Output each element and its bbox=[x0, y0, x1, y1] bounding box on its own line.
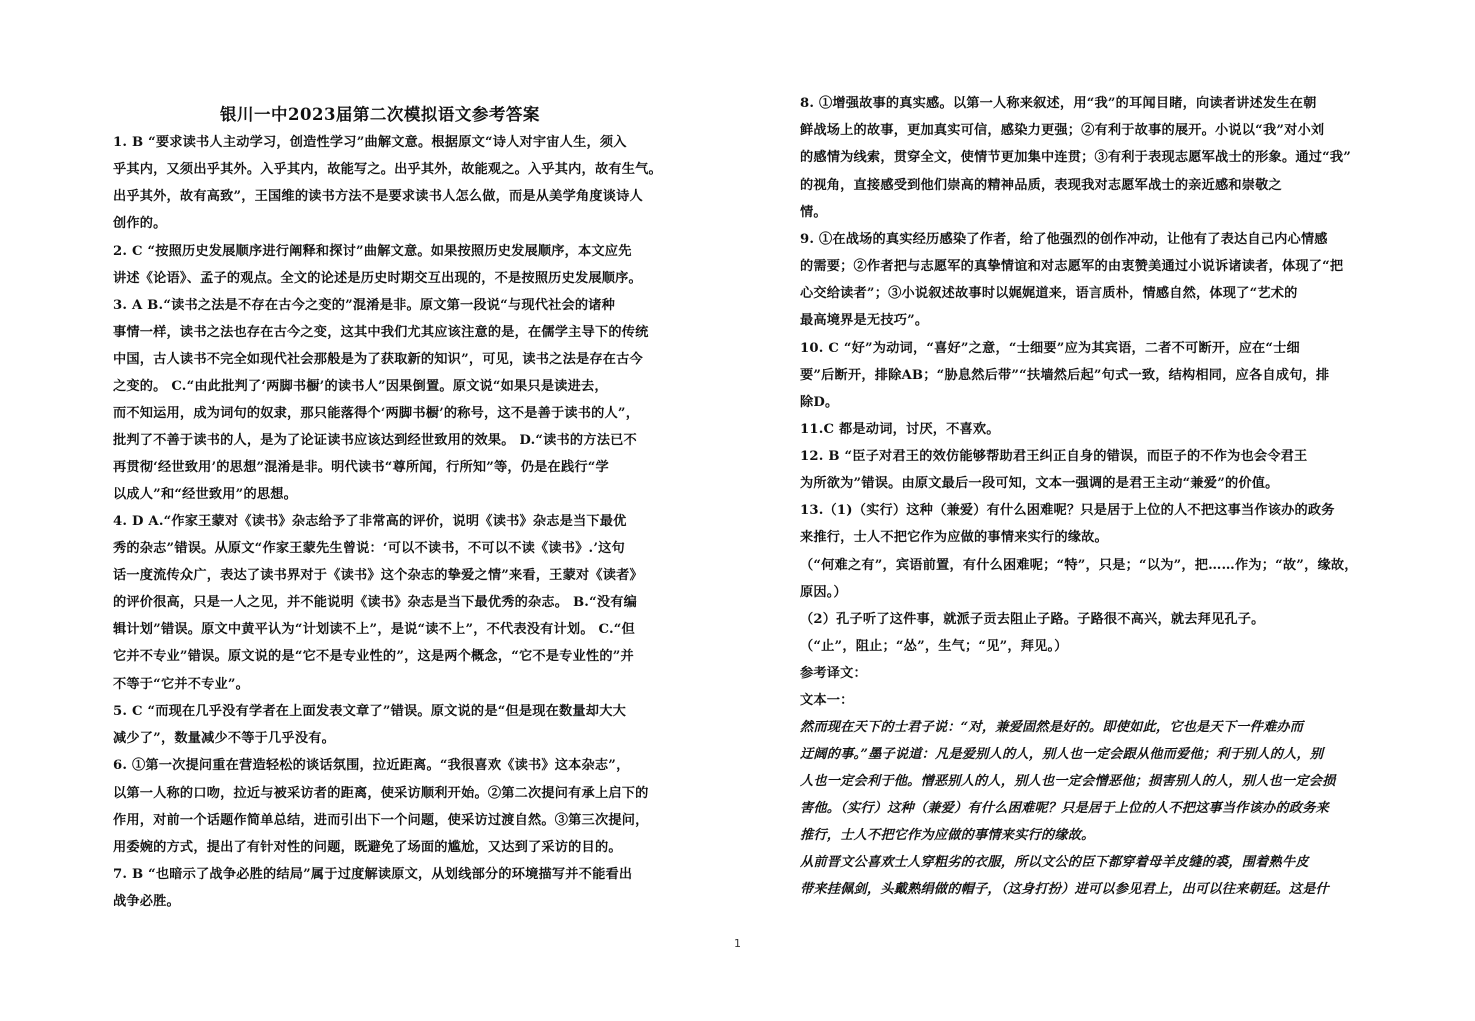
answer-line: 的需要；②作者把与志愿军的真挚情谊和对志愿军的由衷赞美通过小说诉诸读者，体现了“把 bbox=[800, 259, 1344, 274]
answer-line: 心交给读者”；③小说叙述故事时以娓娓道来，语言质朴，情感自然，体现了“艺术的 bbox=[800, 286, 1298, 301]
answer-line: 除D。 bbox=[800, 395, 839, 410]
translation-line: 迂阔的事。”墨子说道：凡是爱别人的人，别人也一定会跟从他而爱他；利于别人的人，别 bbox=[800, 747, 1324, 762]
answer-line: （“止”，阻止；“怂”，生气；“见”，拜见。） bbox=[800, 639, 1068, 654]
answer-line: 战争必胜。 bbox=[113, 894, 180, 909]
answer-line: 来推行，士人不把它作为应做的事情来实行的缘故。 bbox=[800, 530, 1108, 545]
answer-line: 减少了”，数量减少不等于几乎没有。 bbox=[113, 731, 335, 746]
answer-line: 辑计划”错误。原文中黄平认为“计划读不上”，是说“读不上”，不代表没有计划。 C.“但 bbox=[113, 622, 635, 637]
translation-line: 从前晋文公喜欢士人穿粗劣的衣服，所以文公的臣下都穿着母羊皮缝的裘，围着熟牛皮 bbox=[800, 855, 1309, 870]
answer-line: 的评价很高，只是一人之见，并不能说明《读书》杂志是当下最优秀的杂志。 B.“没有编 bbox=[113, 595, 638, 610]
answer-line: 要”后断开，排除AB；“胁息然后带”“扶墙然后起”句式一致，结构相同，应各自成句，排 bbox=[800, 368, 1330, 383]
answer-line: 中国，古人读书不完全如现代社会那般是为了获取新的知识”，可见，读书之法是存在古今 bbox=[113, 352, 643, 367]
answer-line: 4. D A.“作家王蒙对《读书》杂志给予了非常高的评价，说明《读书》杂志是当下最优 bbox=[113, 514, 627, 529]
translation-line: 人也一定会利于他。憎恶别人的人，别人也一定会憎恶他；损害别人的人，别人也一定会损 bbox=[800, 774, 1336, 789]
answer-line: （2）孔子听了这件事，就派子贡去阻止子路。子路很不高兴，就去拜见孔子。 bbox=[800, 612, 1265, 627]
translation-line: 害他。（实行）这种（兼爱）有什么困难呢？只是居于上位的人不把这事当作该办的政务来 bbox=[800, 801, 1329, 816]
answer-line: 以成人”和“经世致用”的思想。 bbox=[113, 487, 298, 502]
answer-line: 11.C 都是动词，讨厌，不喜欢。 bbox=[800, 422, 1000, 437]
answer-line: 6. ①第一次提问重在营造轻松的谈话氛围，拉近距离。“我很喜欢《读书》这本杂志”， bbox=[113, 758, 630, 773]
answer-line: 情。 bbox=[800, 205, 827, 220]
answer-line: 5. C “而现在几乎没有学者在上面发表文章了”错误。原文说的是“但是现在数量却大大 bbox=[113, 704, 626, 719]
answer-line: 不等于“它并不专业”。 bbox=[113, 677, 250, 692]
answer-line: （“何难之有”，宾语前置，有什么困难呢；“特”，只是；“以为”，把……作为；“故”，缘故， bbox=[800, 558, 1358, 573]
answer-line: 文本一： bbox=[800, 693, 854, 708]
answer-line: 事情一样，读书之法也存在古今之变，这其中我们尤其应该注意的是，在儒学主导下的传统 bbox=[113, 325, 649, 340]
answer-line: 批判了不善于读书的人，是为了论证读书应该达到经世致用的效果。 D.“读书的方法已不 bbox=[113, 433, 637, 448]
page-number: 1 bbox=[734, 937, 741, 950]
answer-line: 作用，对前一个话题作简单总结，进而引出下一个问题，使采访过渡自然。③第三次提问， bbox=[113, 813, 649, 828]
answer-line: 原因。） bbox=[800, 585, 847, 600]
answer-line: 为所欲为”错误。由原文最后一段可知，文本一强调的是君王主动“兼爱”的价值。 bbox=[800, 476, 1279, 491]
answer-line: 7. B “也暗示了战争必胜的结局”属于过度解读原文，从划线部分的环境描写并不能看出 bbox=[113, 867, 633, 882]
answer-line: 用委婉的方式，提出了有针对性的问题，既避免了场面的尴尬，又达到了采访的目的。 bbox=[113, 840, 622, 855]
answer-line: 它并不专业”错误。原文说的是“它不是专业性的”，这是两个概念，“它不是专业性的”并 bbox=[113, 649, 634, 664]
answer-line: 鲜战场上的故事，更加真实可信，感染力更强；②有利于故事的展开。小说以“我”对小刘 bbox=[800, 123, 1325, 138]
answer-line: 12. B “臣子对君王的效仿能够帮助君王纠正自身的错误，而臣子的不作为也会令君王 bbox=[800, 449, 1308, 464]
answer-line: 的感情为线索，贯穿全文，使情节更加集中连贯；③有利于表现志愿军战士的形象。通过“我” bbox=[800, 150, 1352, 165]
answer-line: 再贯彻‘经世致用’的思想”混淆是非。明代读书“尊所闻，行所知”等，仍是在践行“学 bbox=[113, 460, 609, 475]
translation-line: 带来挂佩剑，头戴熟绢做的帽子，（这身打扮）进可以参见君上，出可以往来朝廷。这是什 bbox=[800, 882, 1329, 897]
answer-line: 以第一人称的口吻，拉近与被采访者的距离，使采访顺利开始。②第二次提问有承上启下的 bbox=[113, 786, 649, 801]
translation-line: 推行，士人不把它作为应做的事情来实行的缘故。 bbox=[800, 828, 1095, 843]
answer-line: 最高境界是无技巧”。 bbox=[800, 313, 929, 328]
answer-line: 创作的。 bbox=[113, 216, 167, 231]
answer-line: 3. A B.“读书之法是不存在古今之变的”混淆是非。原文第一段说“与现代社会的诸种 bbox=[113, 298, 616, 313]
answer-line: 的视角，直接感受到他们崇高的精神品质，表现我对志愿军战士的亲近感和崇敬之 bbox=[800, 178, 1282, 193]
answer-line: 8. ①增强故事的真实感。以第一人称来叙述，用“我”的耳闻目睹，向读者讲述发生在朝 bbox=[800, 96, 1317, 111]
answer-line: 10. C “好”为动词，“喜好”之意，“士细要”应为其宾语，二者不可断开，应在“士细 bbox=[800, 341, 1300, 356]
answer-line: 1. B “要求读书人主动学习，创造性学习”曲解文意。根据原文“诗人对宇宙人生，须入 bbox=[113, 135, 627, 150]
answer-line: 讲述《论语》、孟子的观点。全文的论述是历史时期交互出现的，不是按照历史发展顺序。 bbox=[113, 271, 642, 286]
answer-line: 话一度流传众广，表达了读书界对于《读书》这个杂志的挚爱之情”来看，王蒙对《读者》 bbox=[113, 568, 643, 583]
translation-line: 然而现在天下的士君子说：“对，兼爱固然是好的。即使如此，它也是天下一件难办而 bbox=[800, 720, 1304, 735]
answer-line: 参考译文： bbox=[800, 666, 867, 681]
answer-line: 出乎其外，故有高致”，王国维的读书方法不是要求读书人怎么做，而是从美学角度谈诗人 bbox=[113, 189, 643, 204]
answer-line: 9. ①在战场的真实经历感染了作者，给了他强烈的创作冲动，让他有了表达自己内心情感 bbox=[800, 232, 1328, 247]
answer-line: 秀的杂志”错误。从原文“作家王蒙先生曾说：‘可以不读书，不可以不读《读书》.’这句 bbox=[113, 541, 625, 556]
page-title: 银川一中2023届第二次模拟语文参考答案 bbox=[220, 105, 540, 124]
answer-line: 之变的。 C.“由此批判了‘两脚书橱’的读书人”因果倒置。原文说“如果只是读进去， bbox=[113, 379, 608, 394]
answer-line: 13.（1)（实行）这种（兼爱）有什么困难呢？只是居于上位的人不把这事当作该办的政务 bbox=[800, 503, 1335, 518]
answer-line: 2. C “按照历史发展顺序进行阐释和探讨”曲解文意。如果按照历史发展顺序，本文应先 bbox=[113, 244, 632, 259]
answer-line: 而不知运用，成为词句的奴隶，那只能落得个‘两脚书橱’的称号，这不是善于读书的人”， bbox=[113, 406, 640, 421]
answer-line: 乎其内，又须出乎其外。入乎其内，故能写之。出乎其外，故能观之。入乎其内，故有生气。 bbox=[113, 162, 662, 177]
